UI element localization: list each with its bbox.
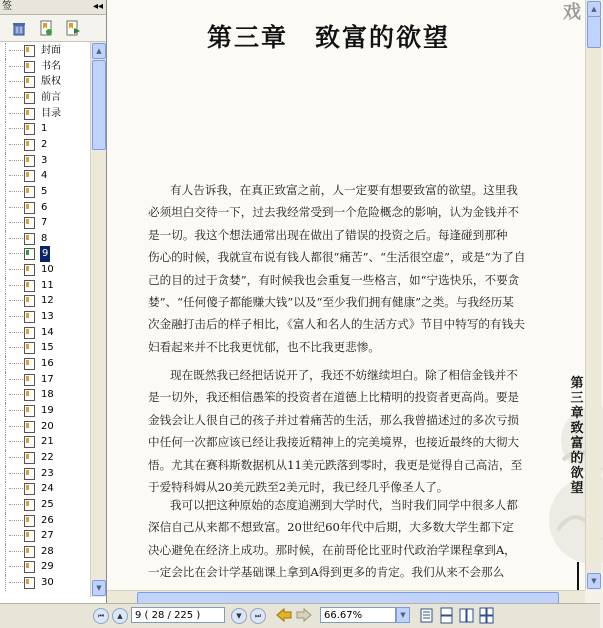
tree-line: [5, 372, 24, 388]
next-page-button[interactable]: ▼: [231, 608, 247, 624]
bookmark-label: 2: [41, 138, 48, 150]
scroll-thumb[interactable]: [587, 16, 601, 48]
tree-branch: [9, 394, 23, 395]
page-bookmark-icon: [24, 248, 35, 260]
tree-branch: [9, 379, 23, 380]
tree-line: [5, 200, 24, 216]
bookmark-item[interactable]: [0, 43, 90, 59]
tree-branch: [9, 473, 23, 474]
bookmark-label: 10: [41, 264, 54, 276]
text-line: 深信自己从来都不想致富。20世纪60年代中后期，大多数大学生都下定: [148, 520, 514, 535]
scroll-down-arrow[interactable]: ▼: [587, 573, 601, 589]
tree-branch: [9, 175, 23, 176]
collapse-panel-icon[interactable]: ◂◂: [92, 1, 103, 12]
page-bookmark-icon: [24, 155, 35, 167]
text-line: 妇看起来并不比我更忧郁，也不比我更悲惨。: [148, 339, 380, 354]
bookmark-item[interactable]: [0, 575, 90, 591]
tree-branch: [9, 535, 23, 536]
tree-branch: [9, 191, 23, 192]
text-line: 次金融打击后的样子相比，《富人和名人的生活方式》节目中特写的有钱夫: [148, 317, 525, 332]
bookmark-label: 20: [41, 420, 54, 432]
bookmark-label: 书名: [41, 60, 61, 72]
bookmark-item[interactable]: [0, 403, 90, 419]
tree-line: [5, 434, 24, 450]
tree-line: [5, 215, 24, 231]
text-line: 于爱特科姆从20美元跌至2美元时，我已经几乎像圣人了。: [148, 480, 449, 495]
tree-line: [5, 74, 24, 90]
bookmarks-panel: [0, 0, 107, 603]
add-bookmark-icon[interactable]: [38, 20, 54, 36]
tree-line: [5, 325, 24, 341]
bookmark-tree: [0, 42, 90, 597]
bookmark-label: 26: [41, 514, 54, 526]
tree-branch: [9, 253, 23, 254]
tree-line: [5, 168, 24, 184]
bookmark-item[interactable]: [0, 513, 90, 529]
tree-line: [5, 481, 24, 497]
page-number-field[interactable]: 9 ( 28 / 225 ): [131, 607, 225, 623]
navigation-bar: [0, 603, 600, 628]
panel-header: [0, 0, 106, 15]
zoom-field[interactable]: 66.67%: [320, 607, 396, 623]
continuous-layout-icon[interactable]: [440, 608, 453, 623]
bookmark-label: 8: [41, 232, 48, 244]
previous-page-button[interactable]: ▲: [112, 608, 128, 624]
page-bookmark-icon: [24, 546, 35, 558]
tree-line: [5, 43, 24, 59]
tree-line: [5, 559, 24, 575]
text-line: 现在既然我已经把话说开了，我还不妨继续坦白。除了相信金钱并不: [170, 368, 518, 382]
bookmark-label: 9: [40, 246, 50, 262]
bookmark-item[interactable]: [0, 481, 90, 497]
side-chapter-caption: 第三章 致富的欲望: [570, 376, 584, 496]
page-bookmark-icon: [24, 92, 35, 104]
tree-line: [5, 231, 24, 247]
single-page-layout-icon[interactable]: [420, 608, 433, 623]
tree-branch: [9, 566, 23, 567]
text-line: 金钱会让人很自己的孩子并过着痛苦的生活，那么我曾描述过的多次亏损: [148, 412, 520, 427]
bookmark-label: 7: [41, 217, 48, 229]
bookmark-label: 14: [41, 326, 54, 338]
page-bookmark-icon: [24, 233, 35, 245]
text-line: 是一切外，我还相信愚笨的投资者在道德上比精明的投资者更高尚。要是: [148, 390, 520, 405]
page-bookmark-icon: [24, 311, 35, 323]
document-vertical-scrollbar[interactable]: [585, 0, 601, 590]
bookmark-item[interactable]: [0, 246, 90, 262]
bookmark-toolbar: [0, 15, 106, 42]
tree-branch: [9, 363, 23, 364]
bookmark-item[interactable]: [0, 168, 90, 184]
tree-line: [5, 106, 24, 122]
tree-branch: [9, 113, 23, 114]
tree-branch: [9, 347, 23, 348]
text-line: 一定会比在会计学基础课上拿到A得到更多的肯定。我们从来不会那么: [148, 565, 505, 580]
paragraph: [148, 179, 548, 358]
tree-branch: [9, 160, 23, 161]
page-bookmark-icon: [24, 61, 35, 73]
bookmark-label: 21: [41, 436, 54, 448]
bookmark-item[interactable]: [0, 59, 90, 75]
tree-branch: [9, 66, 23, 67]
bookmark-label: 25: [41, 498, 54, 510]
tree-line: [5, 403, 24, 419]
tree-branch: [9, 269, 23, 270]
tree-line: [5, 246, 24, 262]
tree-line: [5, 293, 24, 309]
bookmark-item[interactable]: [0, 544, 90, 560]
scroll-thumb[interactable]: [92, 60, 106, 150]
bookmark-label: 18: [41, 389, 54, 401]
forward-arrow-icon[interactable]: [297, 609, 311, 621]
bookmark-label: 6: [41, 201, 48, 213]
page-bookmark-icon: [24, 45, 35, 57]
bookmark-label: 27: [41, 530, 54, 542]
bookmark-item[interactable]: [0, 137, 90, 153]
tree-branch: [9, 426, 23, 427]
page-bookmark-icon: [24, 405, 35, 417]
bookmark-item[interactable]: [0, 497, 90, 513]
bookmark-item[interactable]: [0, 293, 90, 309]
tree-line: [5, 450, 24, 466]
bookmark-item[interactable]: [0, 387, 90, 403]
scroll-up-arrow[interactable]: ▲: [587, 1, 601, 17]
tree-branch: [9, 441, 23, 442]
page-corner-text: 戏: [563, 2, 581, 23]
tree-line: [5, 419, 24, 435]
bookmark-label: 23: [41, 467, 54, 479]
bookmark-item[interactable]: [0, 325, 90, 341]
tree-branch: [9, 316, 23, 317]
tree-line: [5, 340, 24, 356]
bookmark-item[interactable]: [0, 215, 90, 231]
page-bookmark-icon: [24, 108, 35, 120]
bookmark-label: 13: [41, 311, 54, 323]
bookmark-item[interactable]: [0, 419, 90, 435]
tree-branch: [9, 50, 23, 51]
tree-line: [5, 356, 24, 372]
bookmark-item[interactable]: [0, 153, 90, 169]
bookmark-label: 15: [41, 342, 54, 354]
bookmark-label: 目录: [41, 107, 61, 119]
bookmark-item[interactable]: [0, 340, 90, 356]
page-bookmark-icon: [24, 280, 35, 292]
scroll-down-arrow[interactable]: ▼: [92, 580, 106, 596]
first-page-button[interactable]: ⏮: [93, 608, 109, 624]
bookmark-label: 19: [41, 404, 54, 416]
page-bookmark-icon: [24, 389, 35, 401]
bookmark-item[interactable]: [0, 559, 90, 575]
side-rule: [577, 562, 579, 590]
text-line: 己的目的过于贪婪”，有时候我也会重复一些格言，如“宁选快乐，不要贪: [148, 272, 520, 287]
bookmark-label: 17: [41, 373, 54, 385]
text-line: 必须坦白交待一下，过去我经常受到一个危险概念的影响，认为金钱并不: [148, 205, 520, 220]
bookmark-label: 5: [41, 185, 48, 197]
bookmark-label: 12: [41, 295, 54, 307]
tree-branch: [9, 582, 23, 583]
zoom-dropdown-button[interactable]: ▼: [396, 607, 410, 623]
text-line: 伤心的时候，我就宣布说有钱人都很“痛苦”、“生活很空虚”，或是“为了自: [148, 250, 526, 265]
text-line: 中任何一次都应该已经让我接近精神上的完美境界，也接近最终的大彻大: [148, 435, 520, 450]
text-line: 我可以把这种原始的态度追溯到大学时代，当时我们同学中很多人都: [170, 498, 518, 512]
bookmark-item[interactable]: [0, 106, 90, 122]
tree-line: [5, 184, 24, 200]
paragraph: [148, 364, 548, 498]
page-bookmark-icon: [24, 530, 35, 542]
page-bookmark-icon: [24, 202, 35, 214]
page-bookmark-icon: [24, 358, 35, 370]
tree-line: [5, 153, 24, 169]
tree-branch: [9, 285, 23, 286]
page-bookmark-icon: [24, 452, 35, 464]
tree-line: [5, 59, 24, 75]
tree-branch: [9, 300, 23, 301]
tree-line: [5, 466, 24, 482]
facing-layout-icon[interactable]: [460, 608, 473, 623]
paragraph: [148, 494, 548, 584]
tree-branch: [9, 222, 23, 223]
bookmark-label: 版权: [41, 76, 61, 88]
bookmark-item[interactable]: [0, 74, 90, 90]
page-bookmark-icon: [24, 186, 35, 198]
tree-line: [5, 575, 24, 591]
tree-line: [5, 90, 24, 106]
tree-branch: [9, 551, 23, 552]
tree-branch: [9, 457, 23, 458]
page-bookmark-icon: [24, 374, 35, 386]
tree-line: [5, 387, 24, 403]
bookmark-scrollbar[interactable]: [90, 42, 106, 597]
bookmark-label: 3: [41, 154, 48, 166]
bookmark-item[interactable]: [0, 450, 90, 466]
bookmark-item[interactable]: [0, 200, 90, 216]
bookmark-label: 前言: [41, 91, 61, 103]
bookmark-item[interactable]: [0, 184, 90, 200]
tree-line: [5, 528, 24, 544]
bookmark-item[interactable]: [0, 466, 90, 482]
document-view: [107, 0, 585, 590]
tree-branch: [9, 81, 23, 82]
bookmark-label: 1: [41, 123, 48, 135]
scroll-up-arrow[interactable]: ▲: [92, 43, 106, 59]
text-line: 决心避免在经济上成功。那时候，在前哥伦比亚时代政治学课程拿到A，: [148, 542, 516, 557]
bookmark-label: 封面: [41, 45, 61, 56]
tree-line: [5, 278, 24, 294]
page-bookmark-icon: [24, 561, 35, 573]
tree-branch: [9, 238, 23, 239]
page-bookmark-icon: [24, 499, 35, 511]
tree-line: [5, 121, 24, 137]
bookmark-label: 16: [41, 358, 54, 369]
tree-branch: [9, 504, 23, 505]
page-bookmark-icon: [24, 139, 35, 151]
page-bookmark-icon: [24, 76, 35, 88]
page-bookmark-icon: [24, 483, 35, 495]
document-horizontal-scrollbar[interactable]: [107, 590, 585, 604]
text-line: 是一切。我这个想法通常出现在做出了错误的投资之后。每逢碰到那种: [148, 227, 508, 242]
tree-line: [5, 137, 24, 153]
tree-branch: [9, 410, 23, 411]
tree-branch: [9, 488, 23, 489]
last-page-button[interactable]: ⏭: [250, 608, 266, 624]
goto-bookmark-icon[interactable]: [65, 20, 81, 36]
bookmark-label: 29: [41, 561, 54, 573]
page-bookmark-icon: [24, 123, 35, 135]
text-line: 婪”、“任何傻子都能赚大钱”以及“至少我们拥有健康”之类。与我经历某: [148, 295, 514, 310]
text-line: 悟。尤其在赛科斯数据机从11美元跌落到零时，我更是觉得自己高洁，至: [148, 457, 523, 472]
page-bookmark-icon: [24, 217, 35, 229]
page-bookmark-icon: [24, 170, 35, 182]
tree-branch: [9, 332, 23, 333]
bookmark-item[interactable]: [0, 262, 90, 278]
bookmark-item[interactable]: [0, 90, 90, 106]
tree-branch: [9, 207, 23, 208]
page-bookmark-icon: [24, 264, 35, 276]
bookmark-label: 22: [41, 451, 54, 463]
tree-line: [5, 262, 24, 278]
tree-line: [5, 309, 24, 325]
tree-branch: [9, 97, 23, 98]
bookmark-item[interactable]: [0, 356, 90, 372]
bookmark-item[interactable]: [0, 231, 90, 247]
continuous-facing-layout-icon[interactable]: [480, 608, 493, 623]
tree-line: [5, 544, 24, 560]
tree-line: [5, 513, 24, 529]
tree-line: [5, 497, 24, 513]
tree-branch: [9, 520, 23, 521]
bookmark-label: 28: [41, 545, 54, 557]
panel-title: 签: [2, 1, 12, 12]
page-bookmark-icon: [24, 468, 35, 480]
page-bookmark-icon: [24, 327, 35, 339]
tree-branch: [9, 128, 23, 129]
page-bookmark-icon: [24, 436, 35, 448]
page-bookmark-icon: [24, 577, 35, 589]
text-line: 有人告诉我，在真正致富之前，人一定要有想要致富的欲望。这里我: [170, 183, 518, 197]
bookmark-item[interactable]: [0, 121, 90, 137]
bookmark-item[interactable]: [0, 278, 90, 294]
page-bookmark-icon: [24, 421, 35, 433]
page-bookmark-icon: [24, 515, 35, 527]
page-bookmark-icon: [24, 295, 35, 307]
tree-branch: [9, 144, 23, 145]
bookmark-item[interactable]: [0, 434, 90, 450]
back-arrow-icon[interactable]: [277, 609, 291, 621]
page-bookmark-icon: [24, 342, 35, 354]
chapter-title: 第三章 致富的欲望: [207, 23, 451, 52]
bookmark-label: 24: [41, 483, 54, 495]
bookmark-item[interactable]: [0, 528, 90, 544]
bookmark-label: 30: [41, 577, 54, 589]
bookmark-label: 4: [41, 170, 48, 182]
bookmark-item[interactable]: [0, 372, 90, 388]
bookmark-label: 11: [41, 279, 54, 291]
trash-icon[interactable]: [11, 20, 27, 36]
bookmark-item[interactable]: [0, 309, 90, 325]
